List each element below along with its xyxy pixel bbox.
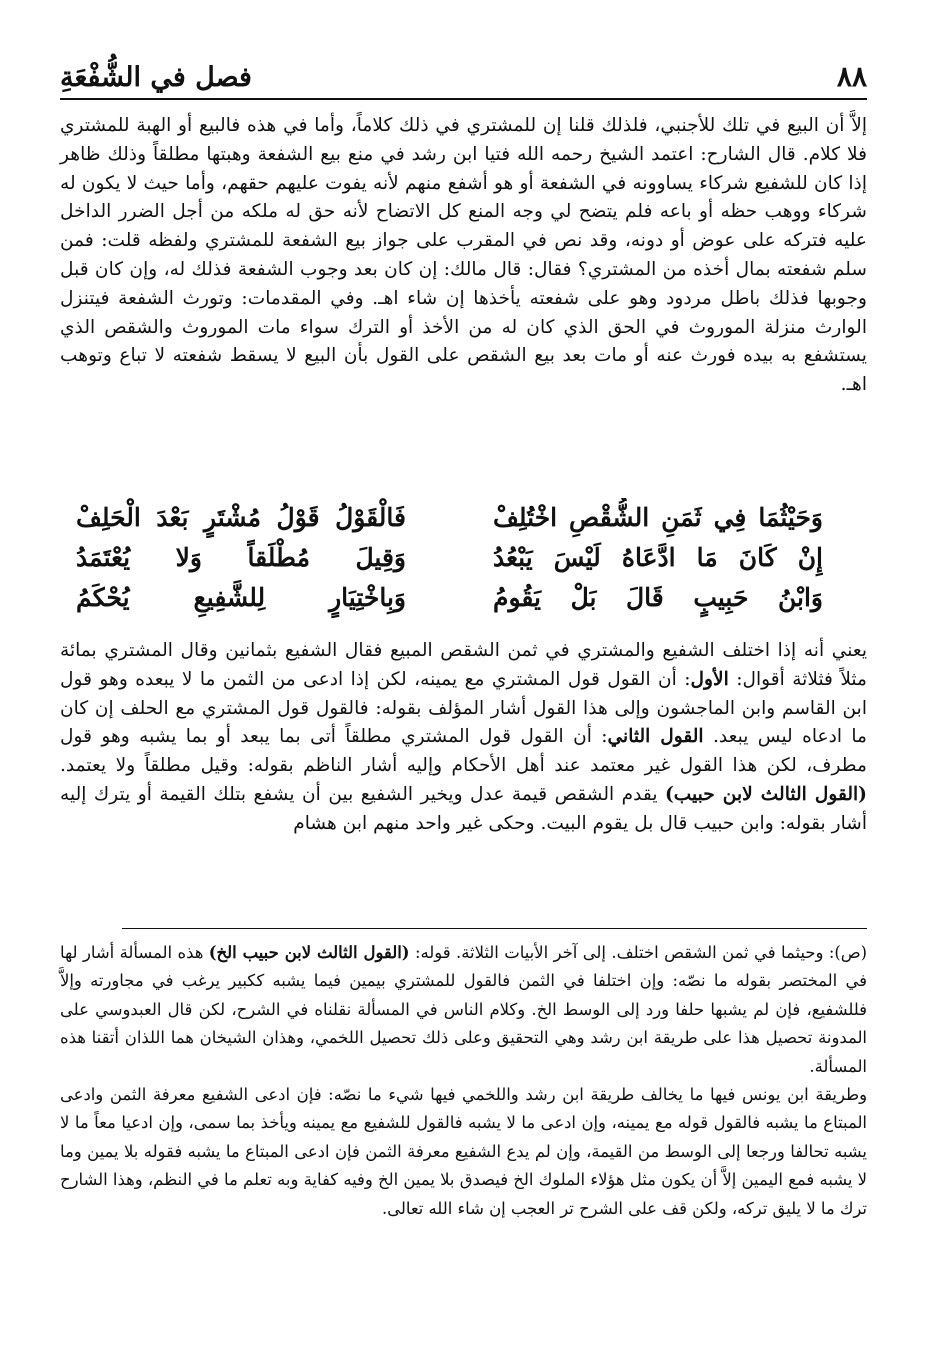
verse-2-first-hemistich: إِنْ كَانَ مَا ادَّعَاهُ لَيْسَ يَبْعُدُ — [493, 543, 823, 572]
second-opinion-label: القول الثاني — [607, 726, 704, 748]
verse-3-first-hemistich: وَابْنُ حَبِيبٍ قَالَ بَلْ يَقُومُ — [493, 583, 823, 612]
verse-1-first-hemistich: وَحَيْثُمَا فِي ثَمَنِ الشُّقْصِ اخْتُلِفْ — [493, 503, 823, 532]
verse-1 — [76, 498, 823, 538]
verse-3-second-hemistich: وَبِاخْتِيَارٍ لِلشَّفِيعِ يُحْكَمُ — [76, 583, 406, 612]
commentary-text-3: : أن القول قول المشتري مطلقاً أتى بما يبعد أو بما يشبه وهو قول مطرف، لكن هذا القول غير معتمد عند أهل الأحكام وإليه أشار الناظم بقوله: وقيل مطلقاً ولا يعتمد. — [60, 726, 867, 777]
page-number: ٨٨ — [836, 60, 867, 93]
footnotes — [60, 939, 867, 1223]
verse-3 — [76, 578, 823, 618]
commentary-text-4: يقدم الشقص قيمة عدل ويخير الشفيع بين أن يشفع بتلك القيمة أو يترك إليه أشار بقوله: وابن حبيب قال بل يقوم البيت. وحكى غير واحد منهم ابن هشام — [60, 783, 867, 834]
verse-1-second-hemistich: فَالْقَوْلُ قَوْلُ مُشْتَرٍ بَعْدَ الْحَلِفْ — [76, 503, 406, 532]
commentary — [60, 637, 867, 839]
footnote-text-1: (ص): وحيثما في ثمن الشقص اختلف. إلى آخر الأبيات الثلاثة. قوله: — [409, 943, 867, 962]
footnote-separator — [122, 928, 867, 929]
footnote-bold-quote: (القول الثالث لابن حبيب الخ) — [208, 943, 410, 962]
main-paragraph: إلاَّ أن البيع في تلك للأجنبي، فلذلك قلنا إن للمشتري في ذلك كلاماً، وأما في هذه فالبيع أو الهبة للمشتري فلا كلام. قال الشارح: اعتمد الشيخ رحمه الله فتيا ابن رشد في منع بيع الشفعة وهبتها مطلقاً وذلك ظاهر إذا كان للشفيع شركاء يساوونه في الشفعة أو هو أشفع منهم لأنه يفوت عليهم حقهم، وأما حيث لا يكون له شركاء ووهب حظه أو باعه فلم يتضح لي وجه المنع كل الاتضاح لأنه حق له ملكه من أجل الضرر الداخل عليه فتركه على عوض أو دونه، وقد نص في المقرب على جواز بيع الشفعة للمشتري ولفظه قلت: فمن سلم شفعته بمال أخذه من المشتري؟ فقال: قال مالك: إن كان بعد وجوب الشفعة فذلك له، وإن كان قبل وجوبها فذلك باطل مردود وهو على شفعته يأخذها إن شاء اهـ. وفي المقدمات: وتورث الشفعة فيتنزل الوارث منزلة الموروث في الحق الذي كان له من الأخذ أو الترك سواء مات الموروث والشقص الذي يستشفع به بيده فورث عنه أو مات بعد بيع الشقص على القول بأن البيع لا يسقط شفعته لا تباع وتوهب اهـ. — [60, 115, 867, 396]
first-opinion-label: الأول — [690, 668, 729, 690]
poem-verses — [76, 498, 823, 626]
footnote-text-2: هذه المسألة أشار لها في المختصر بقوله ما نصّه: وإن اختلفا في الثمن فالقول للمشتري بيمين فيما يشبه ككبير يرغب في مجاورته وإلاَّ فللشفيع، فإن لم يشبها حلفا ورد إلى الوسط الخ. وكلام الناس في المسألة نقلناه في الشرح، لكن قال العبدوسي على المدونة تحصيل هذا على طريقة ابن رشد وهي التحقيق وعلى ذلك تحصيل اللخمي، وهذان الشيخان هما اللذان أتقنا هذه المسألة. — [60, 943, 868, 1076]
page-header — [60, 58, 867, 100]
footnote-paragraph-2: وطريقة ابن يونس فيها ما يخالف طريقة ابن رشد واللخمي فيها شيء ما نصّه: فإن ادعى الشفيع معرفة الثمن وادعى المبتاع ما يشبه فالقول قوله مع يمينه، وإن ادعى ما لا يشبه فالقول للشفيع مع يمينه ويأخذ بما سمى، وإن ادعيا معاً ما لا يشبه تحالفا ورجعا إلى الوسط من القيمة، وإن لم يدع الشفيع معرفة الثمن فإن ادعى المبتاع ما يشبه فقوله بلا يمين وما لا يشبه فمع اليمين إلاَّ أن يكون مثل هؤلاء الملوك الخ فيصدق بلا يمين الخ وفيه كفاية وبه تعلم ما في النظم، وهذا الشارح ترك ما لا يليق تركه، ولكن قف على الشرح تر العجب إن شاء الله تعالى. — [60, 1085, 867, 1218]
verse-2 — [76, 538, 823, 578]
verse-2-second-hemistich: وَقِيلَ مُطْلَقاً وَلا يُعْتَمَدُ — [76, 543, 406, 572]
third-opinion-label: (القول الثالث لابن حبيب) — [664, 783, 867, 805]
main-text — [60, 112, 867, 400]
commentary-text-1: يعني أنه إذا اختلف الشفيع والمشتري في ثمن الشقص المبيع فقال الشفيع بثمانين وقال المشتري بمائة مثلاً فثلاثة أقوال: — [60, 640, 868, 690]
commentary-text-2: : أن القول قول المشتري مع يمينه، لكن إذا ادعى من الثمن ما لا يبعده وهو قول ابن القاسم وابن الماجشون وإلى هذا القول أشار المؤلف بقوله: فالقول قول المشتري مع الحلف إن كان ما ادعاه ليس يبعد. — [60, 668, 867, 748]
running-title: فصل في الشُّفْعَةِ — [60, 62, 252, 93]
footnote-paragraph-1 — [60, 939, 867, 1081]
